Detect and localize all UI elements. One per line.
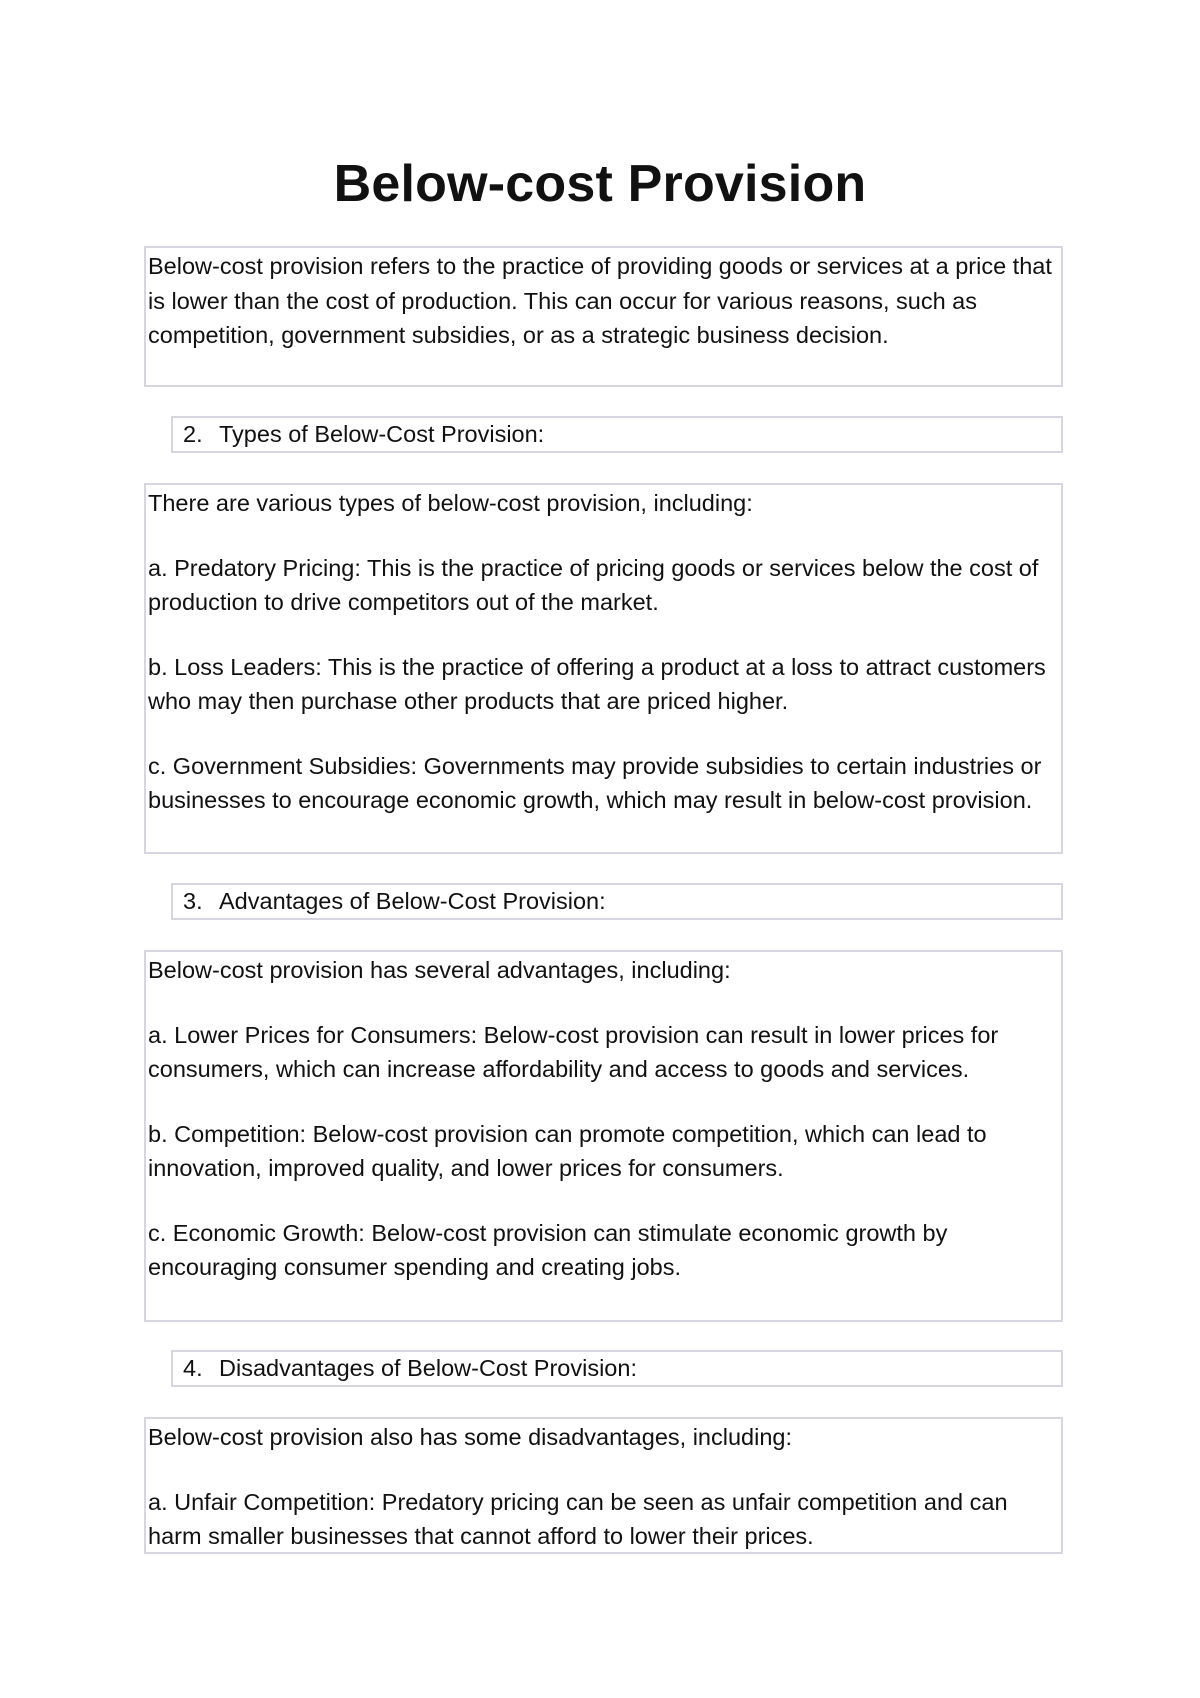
paragraph: b. Loss Leaders: This is the practice of offering a product at a loss to attract customers who may then purchase other products that are priced higher. [148,653,1046,714]
paragraph: Below-cost provision has several advantages, including: [148,957,731,983]
document-title: Below-cost Provision [333,155,867,213]
section-body-disadvantages [144,1417,1063,1554]
section-heading-text: Advantages of Below-Cost Provision: [219,888,606,914]
section-heading-types [171,416,1063,453]
intro-paragraph: Below-cost provision refers to the practice of providing goods or services at a price that is lower than the cost of production. This can occur for various reasons, such as competition, government subsidies, or as a strategic business decision. [148,253,1052,348]
section-heading-advantages [171,883,1063,920]
paragraph: c. Government Subsidies: Governments may provide subsidies to certain industries or businesses to encourage economic growth, which may result in below-cost provision. [148,752,1042,813]
section-body-advantages [144,950,1063,1322]
section-body-types [144,483,1063,854]
section-heading-text: Disadvantages of Below-Cost Provision: [219,1355,637,1381]
paragraph: Below-cost provision also has some disadvantages, including: [148,1424,792,1450]
section-heading-text: Types of Below-Cost Provision: [219,421,545,447]
paragraph: a. Predatory Pricing: This is the practice of pricing goods or services below the cost of production to drive competitors out of the market. [148,554,1039,615]
paragraph: c. Economic Growth: Below-cost provision can stimulate economic growth by encouraging consumer spending and creating jobs. [148,1219,948,1280]
paragraph: b. Competition: Below-cost provision can promote competition, which can lead to innovation, improved quality, and lower prices for consumers. [148,1120,987,1181]
intro-box [144,246,1063,387]
paragraph: a. Unfair Competition: Predatory pricing can be seen as unfair competition and can harm smaller businesses that cannot afford to lower their prices. [148,1488,1008,1549]
section-number: 3. [183,888,203,914]
paragraph: There are various types of below-cost provision, including: [148,490,753,516]
section-heading-disadvantages [171,1350,1063,1387]
section-number: 2. [183,421,203,447]
paragraph: a. Lower Prices for Consumers: Below-cost provision can result in lower prices for consumers, which can increase affordability and access to goods and services. [148,1021,999,1082]
section-number: 4. [183,1355,203,1381]
